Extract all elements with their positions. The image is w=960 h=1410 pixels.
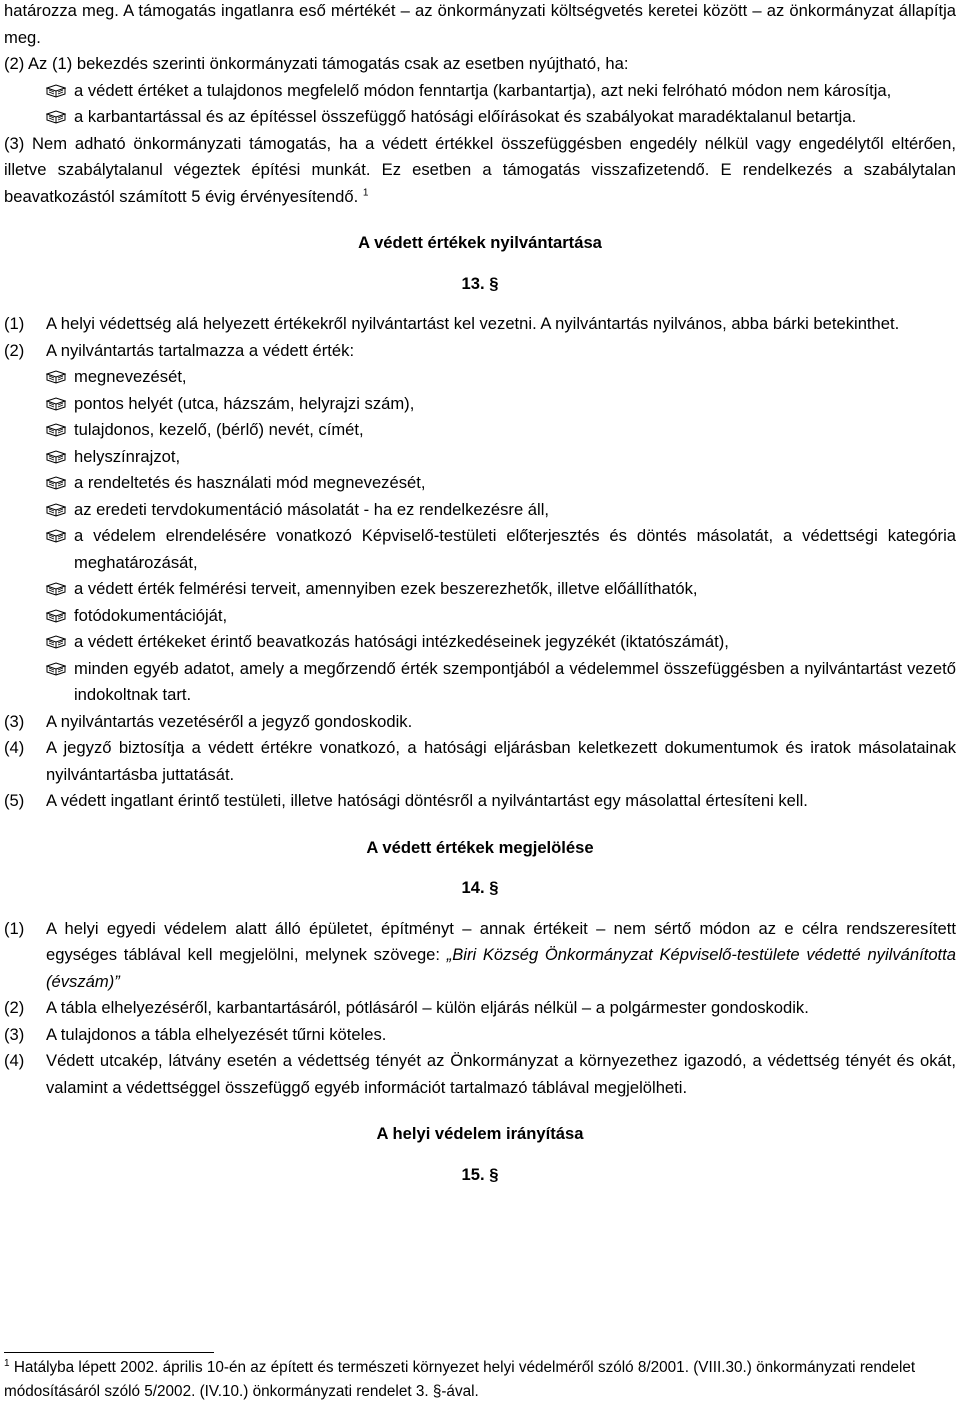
book-icon xyxy=(46,476,66,490)
numbered-item xyxy=(4,735,956,788)
item-text: Védett utcakép, látvány esetén a védettség tényét az Önkormányzat a környezethez igazodó, a védettség tényét és okát, valamint a védettséggel összefüggő egyéb információt tartalmazó táblával megjelölheti. xyxy=(46,1051,956,1097)
list-item xyxy=(4,391,956,418)
footnote xyxy=(4,1356,956,1404)
item-text: A tábla elhelyezéséről, karbantartásáról, pótlásáról – külön eljárás nélkül – a polgármester gondoskodik. xyxy=(46,998,809,1017)
section-13-items xyxy=(4,311,956,364)
numbered-item xyxy=(4,311,956,338)
book-icon xyxy=(46,450,66,464)
item-text: A védett ingatlant érintő testületi, illetve hatósági döntésről a nyilvántartást egy másolattal értesíteni kell. xyxy=(46,791,808,810)
numbered-item xyxy=(4,788,956,815)
book-icon xyxy=(46,503,66,517)
footnote-reference: 1 xyxy=(362,186,369,198)
intro-paragraph-2: (2) Az (1) bekezdés szerinti önkormányzati támogatás csak az esetben nyújtható, ha: xyxy=(4,54,629,73)
item-text: A nyilvántartás vezetéséről a jegyző gondoskodik. xyxy=(46,711,413,731)
book-icon xyxy=(46,84,66,98)
list-item xyxy=(4,78,956,105)
list-item xyxy=(4,629,956,656)
list-item xyxy=(4,417,956,444)
numbered-item xyxy=(4,995,956,1022)
list-item xyxy=(4,523,956,576)
item-number: (4) xyxy=(4,738,25,757)
document-page xyxy=(4,0,956,1188)
intro-bullet-list xyxy=(4,78,956,131)
sign-text-quote: „Biri Község Önkormányzat Képviselő-testülete védetté nyilvánította (évszám)” xyxy=(46,945,956,991)
book-icon xyxy=(46,582,66,596)
numbered-item xyxy=(4,709,956,736)
list-item xyxy=(4,104,956,131)
list-item-text: az eredeti tervdokumentáció másolatát - ha ez rendelkezésre áll, xyxy=(74,499,550,519)
list-item-text: fotódokumentációját, xyxy=(74,605,228,625)
list-item-text: a rendeltetés és használati mód megnevezését, xyxy=(74,473,426,492)
item-number: (1) xyxy=(4,918,25,938)
list-item xyxy=(4,656,956,709)
numbered-item xyxy=(4,338,956,365)
book-icon xyxy=(46,529,66,543)
book-icon xyxy=(46,110,66,124)
list-item-text: a védett érték felmérési terveit, amennyiben ezek beszerezhetők, illetve előállíthatók, xyxy=(74,579,698,598)
section-13-number: 13. § xyxy=(461,273,499,293)
item-text: A helyi védettség alá helyezett értékekről nyilvántartást kel vezetni. A nyilvántartás nyilvános, abba bárki betekinthet. xyxy=(46,314,900,333)
item-text: A tulajdonos a tábla elhelyezését tűrni köteles. xyxy=(46,1024,387,1044)
list-item xyxy=(4,364,956,391)
section-14-items xyxy=(4,995,956,1101)
list-item xyxy=(4,497,956,524)
footnote-divider xyxy=(4,1352,214,1353)
section-13-items-after xyxy=(4,709,956,815)
numbered-item xyxy=(4,1022,956,1049)
list-item-text: tulajdonos, kezelő, (bérlő) nevét, címét, xyxy=(74,420,364,439)
list-item xyxy=(4,576,956,603)
list-item xyxy=(4,444,956,471)
section-14-heading: A védett értékek megjelölése xyxy=(366,837,594,857)
book-icon xyxy=(46,370,66,384)
footnote-mark: 1 xyxy=(4,1357,10,1369)
list-item-text: minden egyéb adatot, amely a megőrzendő érték szempontjából a védelemmel összefüggésben a nyilvántartást vezető indokoltnak tart. xyxy=(74,658,956,704)
list-item-text: megnevezését, xyxy=(74,367,187,386)
footnote-text: Hatályba lépett 2002. április 10-én az épített és természeti környezet helyi védelméről szóló 8/2001. (VIII.30.) önkormányzati rendelet módosításáról szóló 5/2002. (IV.10.) önkormányzati rendelet 3. §-ával. xyxy=(4,1359,916,1400)
list-item-text: a védett értéket a tulajdonos megfelelő módon fenntartja (karbantartja), azt neki felróható módon nem károsítja, xyxy=(74,80,892,100)
item-number: (3) xyxy=(4,1024,25,1044)
item-number: (2) xyxy=(4,340,25,360)
section-14-item-1: (1) A helyi egyedi védelem alatt álló épületet, építményt – annak értékeit – nem sértő módon az e célra rendszeresített egységes táblával kell megjelölni, melynek szövege: „Biri Község Önkormányzat Képviselő-testülete védetté nyilvánította (évszám)” xyxy=(4,916,956,996)
item-number: (5) xyxy=(4,791,25,810)
item-number: (3) xyxy=(4,711,25,731)
book-icon xyxy=(46,609,66,623)
intro-paragraph-3: (3) Nem adható önkormányzati támogatás, ha a védett értékkel összefüggésben engedély nélkül vagy engedélytől eltérően, illetve szabálytalanul végeztek építési munkát. Ez esetben a támogatás visszafizetendő. E rendelkezés a szabálytalan beavatkozástól számított 5 évig érvényesítendő. $^1$ xyxy=(4,133,956,206)
list-item xyxy=(4,470,956,497)
list-item-text: a védett értékeket érintő beavatkozás hatósági intézkedéseinek jegyzékét (iktatószámát), xyxy=(74,632,729,651)
book-icon xyxy=(46,423,66,437)
book-icon xyxy=(46,662,66,676)
item-text: A jegyző biztosítja a védett értékre vonatkozó, a hatósági eljárásban keletkezett dokumentumok és iratok másolatainak nyilvántartásba juttatását. xyxy=(46,738,956,784)
item-number: (4) xyxy=(4,1051,25,1070)
list-item-text: pontos helyét (utca, házszám, helyrajzi szám), xyxy=(74,393,415,413)
section-15-heading: A helyi védelem irányítása xyxy=(376,1124,584,1143)
list-item-text: a védelem elrendelésére vonatkozó Képviselő-testületi előterjesztés és döntés másolatát, a védettségi kategória meghatározását, xyxy=(74,526,956,572)
item-number: (2) xyxy=(4,998,25,1017)
section-14-number: 14. § xyxy=(461,878,499,897)
item-number: (1) xyxy=(4,314,25,333)
item-text: A nyilvántartás tartalmazza a védett érték: xyxy=(46,340,355,360)
intro-continuation: határozza meg. A támogatás ingatlanra eső mértékét – az önkormányzati költségvetés keretei között – az önkormányzat állapítja meg. xyxy=(4,1,956,47)
section-13-bullet-list xyxy=(4,364,956,709)
book-icon xyxy=(46,635,66,649)
list-item xyxy=(4,603,956,630)
section-13-heading: A védett értékek nyilvántartása xyxy=(358,233,602,252)
numbered-item xyxy=(4,1048,956,1101)
list-item-text: helyszínrajzot, xyxy=(74,446,181,466)
book-icon xyxy=(46,397,66,411)
list-item-text: a karbantartással és az építéssel összefüggő hatósági előírásokat és szabályokat maradéktalanul betartja. xyxy=(74,107,857,126)
section-15-number: 15. § xyxy=(461,1164,499,1184)
